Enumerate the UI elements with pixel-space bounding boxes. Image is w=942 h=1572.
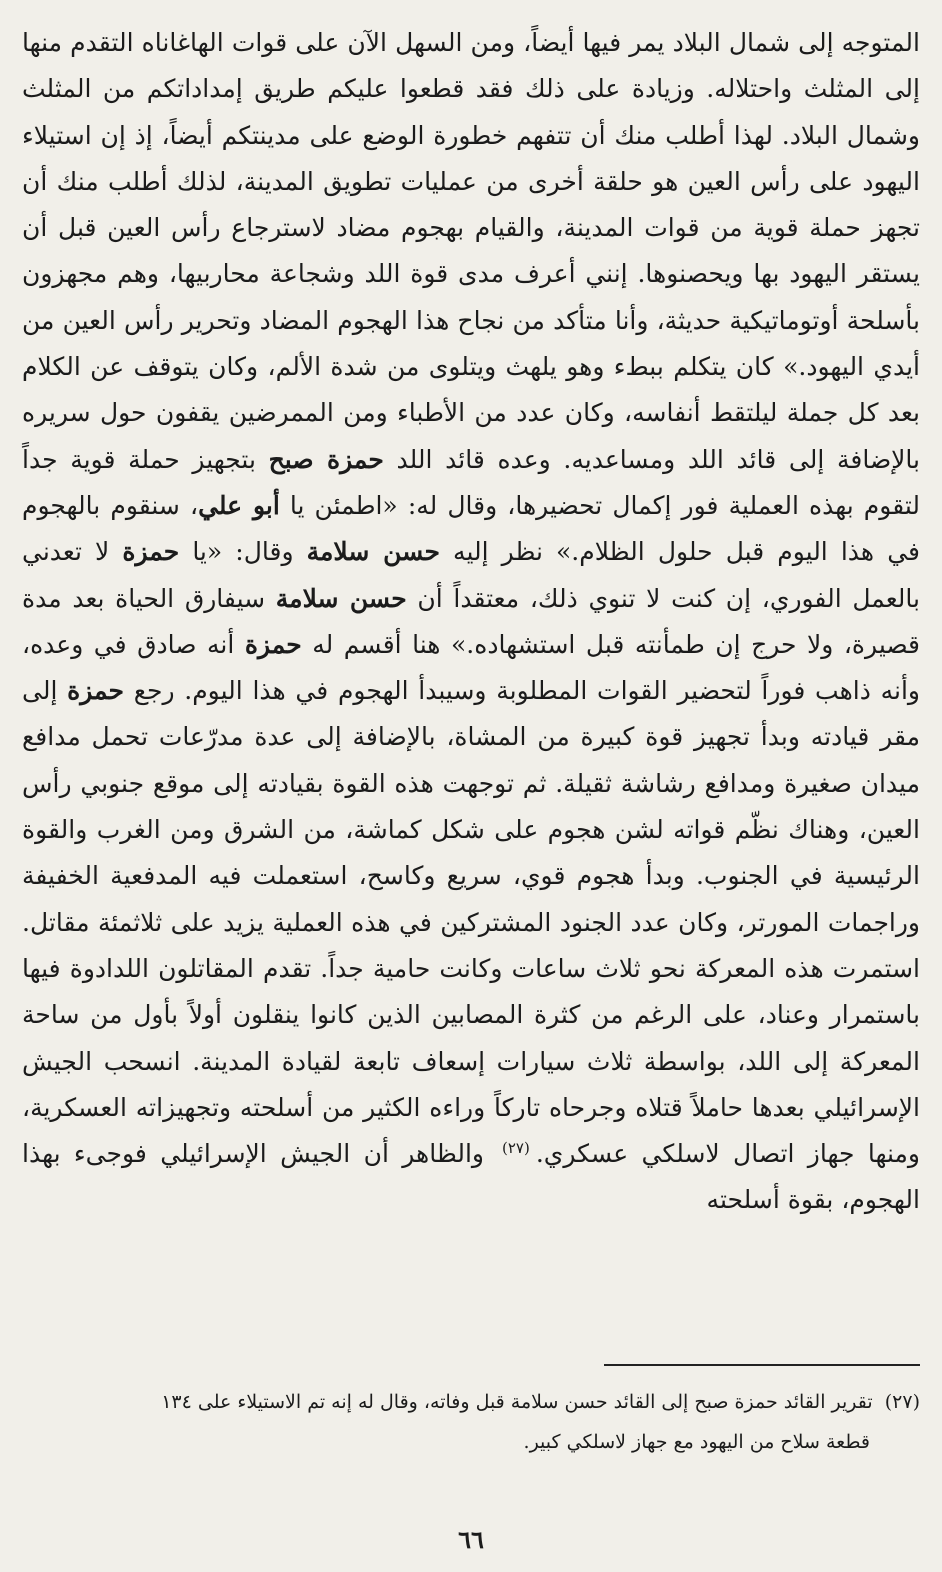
- main-paragraph: [22, 20, 920, 1224]
- text-segment: سيفارق الحياة بعد مدة قصيرة، ولا حرج إن طمأنته قبل استشهاده.» هنا أقسم له: [22, 583, 920, 659]
- footnote-divider: [604, 1364, 920, 1366]
- person-name: حسن سلامة: [275, 583, 407, 613]
- book-page: [22, 20, 920, 1560]
- person-name: حمزة: [67, 676, 124, 706]
- footnote-reference: (٢٧): [502, 1138, 530, 1157]
- footnote-line-2: قطعة سلاح من اليهود مع جهاز لاسلكي كبير.: [523, 1431, 870, 1453]
- text-segment: والظاهر أن الجيش الإسرائيلي فوجىء بهذا الهجوم، بقوة أسلحته: [22, 1139, 920, 1215]
- person-name: حمزة: [244, 629, 302, 659]
- person-name: أبو علي: [198, 490, 280, 520]
- person-name: حمزة: [122, 537, 180, 567]
- text-segment: لا تعدني بالعمل الفوري، إن كنت لا تنوي ذلك، معتقداً أن: [22, 537, 920, 613]
- page-number: ٦٦: [458, 1525, 484, 1554]
- footnote-number: (٢٧): [884, 1391, 920, 1413]
- text-segment: وقال: «يا: [179, 537, 307, 567]
- footnote: [22, 1382, 920, 1462]
- person-name: حمزة صبح: [268, 444, 384, 474]
- footnote-line-1: تقرير القائد حمزة صبح إلى القائد حسن سلامة قبل وفاته، وقال له إنه تم الاستيلاء على ١٣٤: [161, 1391, 873, 1413]
- text-segment: إلى مقر قيادته وبدأ تجهيز قوة كبيرة من المشاة، بالإضافة إلى عدة مدرّعات تحمل مدافع ميدان صغيرة ومدافع رشاشة ثقيلة. ثم توجهت هذه القوة بقيادته إلى موقع جنوبي رأس العين، وهناك نظّم قواته لشن هجوم على شكل كماشة، من الشرق ومن الغرب والقوة الرئيسية في الجنوب. وبدأ هجوم قوي، سريع وكاسح، استعملت فيه المدفعية الخفيفة وراجمات المورتر، وكان عدد الجنود المشتركين في هذه العملية يزيد على ثلاثمئة مقاتل. استمرت هذه المعركة نحو ثلاث ساعات وكانت حامية جداً. تقدم المقاتلون اللدادوة فيها باستمرار وعناد، على الرغم من كثرة المصابين الذين كانوا ينقلون أولاً بأول من ساحة المعركة إلى اللد، بواسطة ثلاث سيارات إسعاف تابعة لقيادة المدينة. انسحب الجيش الإسرائيلي بعدها حاملاً قتلاه وجرحاه تاركاً وراءه الكثير من أسلحته وتجهيزاته العسكرية، ومنها جهاز اتصال لاسلكي عسكري.: [22, 676, 920, 1169]
- text-segment: المتوجه إلى شمال البلاد يمر فيها أيضاً، ومن السهل الآن على قوات الهاغاناه التقدم منها إلى المثلث واحتلاله. وزيادة على ذلك فقد قطعوا عليكم طريق إمداداتكم من المثلث وشمال البلاد. لهذا أطلب منك أن تتفهم خطورة الوضع على مدينتكم أيضاً، إذ إن استيلاء اليهود على رأس العين هو حلقة أخرى من عمليات تطويق المدينة، لذلك أطلب منك أن تجهز حملة قوية من قوات المدينة، والقيام بهجوم مضاد لاسترجاع رأس العين قبل أن يستقر اليهود بها ويحصنوها. إنني أعرف مدى قوة اللد وشجاعة محاربيها، وهم مجهزون بأسلحة أوتوماتيكية حديثة، وأنا متأكد من نجاح هذا الهجوم المضاد وتحرير رأس العين من أيدي اليهود.» كان يتكلم ببطء وهو يلهث ويتلوى من شدة الألم، وكان يتوقف عن الكلام بعد كل جملة ليلتقط أنفاسه، وكان عدد من الأطباء ومن الممرضين يقفون حول سريره بالإضافة إلى قائد اللد ومساعديه. وعده قائد اللد: [22, 28, 921, 474]
- text-segment: ، سنقوم بالهجوم في هذا اليوم قبل حلول الظلام.» نظر إليه: [22, 490, 920, 567]
- person-name: حسن سلامة: [306, 537, 440, 567]
- text-segment: أنه صادق في وعده، وأنه ذاهب فوراً لتحضير القوات المطلوبة وسيبدأ الهجوم في هذا اليوم. رجع: [22, 629, 920, 706]
- text-segment: بتجهيز حملة قوية جداً لتقوم بهذه العملية فور إكمال تحضيرها، وقال له: «اطمئن يا: [22, 444, 920, 520]
